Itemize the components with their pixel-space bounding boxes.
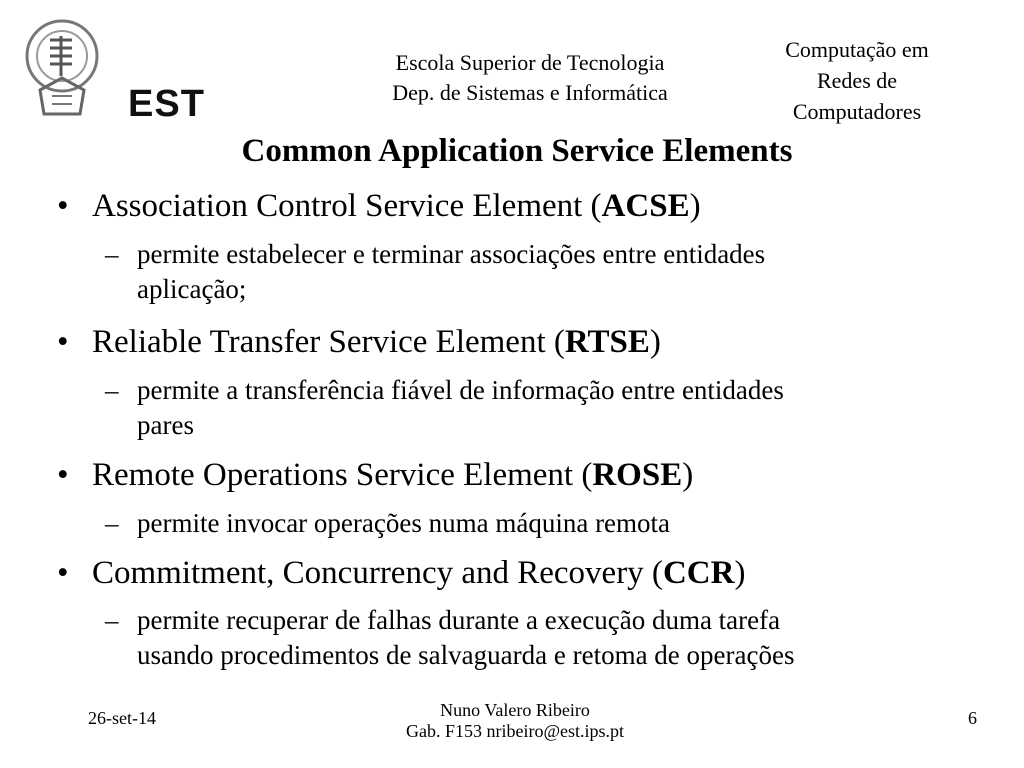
sub-item-line: pares: [137, 410, 194, 440]
bullet-suffix: ): [689, 188, 701, 224]
sub-item-line: permite recuperar de falhas durante a execução duma tarefa: [137, 605, 781, 635]
logo-text: EST: [128, 83, 205, 125]
bullet-item-rose: [92, 455, 693, 495]
bullet-item-ccr: [92, 553, 745, 593]
slide-title: Common Application Service Elements: [241, 133, 793, 169]
author-contact: Gab. F153 nribeiro@est.ips.pt: [405, 721, 625, 741]
bullet-item-acse: [92, 186, 701, 226]
page-number: 6: [968, 708, 977, 728]
department-name: Dep. de Sistemas e Informática: [392, 80, 668, 105]
course-line: Computadores: [792, 99, 922, 124]
dash-icon: –: [105, 375, 119, 405]
sub-item-line: usando procedimentos de salvaguarda e retoma de operações: [137, 640, 795, 670]
bullet-prefix: Association Control Service Element (: [92, 188, 602, 224]
course-line: Computação em: [785, 37, 929, 62]
course-line: Redes de: [816, 68, 898, 93]
sub-item: [137, 237, 997, 307]
sub-item-line: permite a transferência fiável de informação entre entidades: [137, 375, 784, 405]
bullet-prefix: Remote Operations Service Element (: [92, 457, 593, 493]
sub-item: [137, 373, 997, 443]
bullet-icon: •: [57, 188, 69, 224]
acronym: ACSE: [601, 188, 690, 224]
acronym: CCR: [662, 555, 735, 591]
sub-item: [137, 506, 997, 541]
sub-item: [137, 603, 997, 673]
dash-icon: –: [105, 239, 119, 269]
dash-icon: –: [105, 605, 119, 635]
bullet-icon: •: [57, 324, 69, 360]
bullet-suffix: ): [682, 457, 694, 493]
bullet-item-rtse: [92, 322, 661, 362]
footer-author-block: [360, 700, 670, 742]
school-name: Escola Superior de Tecnologia: [395, 50, 665, 75]
sub-item-line: permite invocar operações numa máquina remota: [137, 508, 671, 538]
sub-item-line: aplicação;: [137, 274, 247, 304]
bullet-prefix: Commitment, Concurrency and Recovery (: [92, 555, 663, 591]
bullet-prefix: Reliable Transfer Service Element (: [92, 324, 565, 360]
acronym: ROSE: [592, 457, 683, 493]
bullet-icon: •: [57, 457, 69, 493]
acronym: RTSE: [564, 324, 650, 360]
author-name: Nuno Valero Ribeiro: [440, 700, 590, 720]
dash-icon: –: [105, 508, 119, 538]
bullet-suffix: ): [734, 555, 746, 591]
sub-item-line: permite estabelecer e terminar associações entre entidades: [137, 239, 766, 269]
footer-date: 26-set-14: [88, 708, 156, 728]
bullet-suffix: ): [649, 324, 661, 360]
bullet-icon: •: [57, 555, 69, 591]
